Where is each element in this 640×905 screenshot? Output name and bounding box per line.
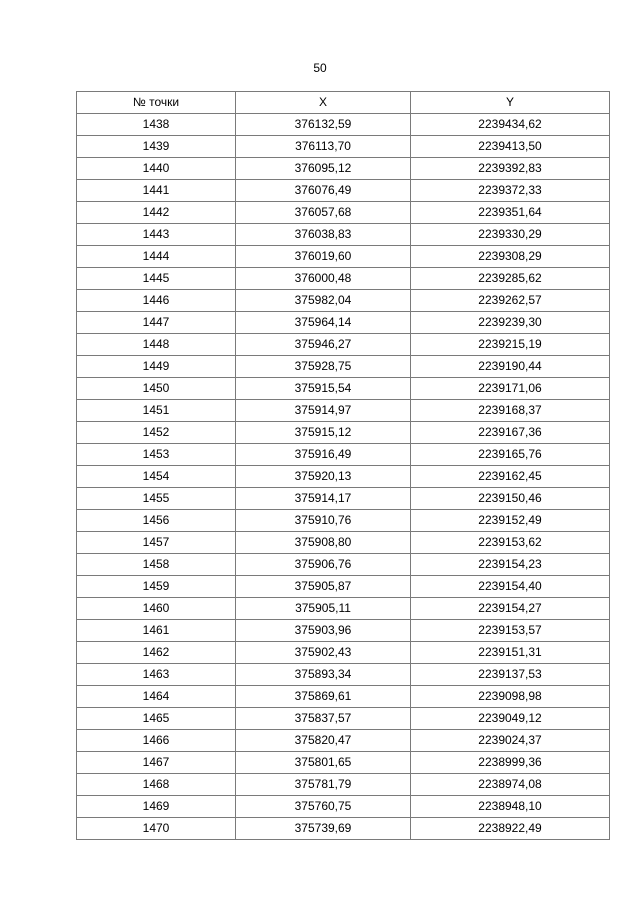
cell-y: 2239049,12 — [411, 708, 610, 730]
cell-x: 375908,80 — [236, 532, 411, 554]
cell-x: 376113,70 — [236, 136, 411, 158]
cell-y: 2238999,36 — [411, 752, 610, 774]
table-row — [77, 400, 610, 422]
cell-point-number: 1463 — [77, 664, 236, 686]
cell-y: 2239167,36 — [411, 422, 610, 444]
cell-point-number: 1452 — [77, 422, 236, 444]
cell-point-number: 1466 — [77, 730, 236, 752]
cell-x: 375946,27 — [236, 334, 411, 356]
table-row — [77, 114, 610, 136]
table-row — [77, 180, 610, 202]
cell-point-number: 1461 — [77, 620, 236, 642]
table-row — [77, 752, 610, 774]
cell-x: 375760,75 — [236, 796, 411, 818]
cell-x: 376076,49 — [236, 180, 411, 202]
cell-x: 376000,48 — [236, 268, 411, 290]
column-header-y: Y — [411, 92, 610, 114]
cell-y: 2239154,27 — [411, 598, 610, 620]
table-body — [77, 114, 610, 840]
cell-y: 2239351,64 — [411, 202, 610, 224]
cell-x: 375781,79 — [236, 774, 411, 796]
cell-point-number: 1467 — [77, 752, 236, 774]
cell-point-number: 1456 — [77, 510, 236, 532]
table-row — [77, 642, 610, 664]
cell-y: 2239162,45 — [411, 466, 610, 488]
table-row — [77, 686, 610, 708]
table-row — [77, 444, 610, 466]
cell-point-number: 1448 — [77, 334, 236, 356]
cell-point-number: 1438 — [77, 114, 236, 136]
cell-y: 2239285,62 — [411, 268, 610, 290]
cell-y: 2239154,23 — [411, 554, 610, 576]
cell-point-number: 1451 — [77, 400, 236, 422]
cell-point-number: 1441 — [77, 180, 236, 202]
cell-point-number: 1469 — [77, 796, 236, 818]
cell-point-number: 1447 — [77, 312, 236, 334]
cell-point-number: 1449 — [77, 356, 236, 378]
cell-y: 2239330,29 — [411, 224, 610, 246]
cell-x: 375820,47 — [236, 730, 411, 752]
cell-y: 2239154,40 — [411, 576, 610, 598]
cell-x: 376057,68 — [236, 202, 411, 224]
cell-point-number: 1465 — [77, 708, 236, 730]
cell-y: 2238922,49 — [411, 818, 610, 840]
cell-x: 376132,59 — [236, 114, 411, 136]
table-row — [77, 158, 610, 180]
cell-y: 2239165,76 — [411, 444, 610, 466]
cell-x: 375905,11 — [236, 598, 411, 620]
table-row — [77, 136, 610, 158]
table-row — [77, 356, 610, 378]
table-row — [77, 312, 610, 334]
cell-y: 2239098,98 — [411, 686, 610, 708]
cell-x: 375915,54 — [236, 378, 411, 400]
cell-x: 375906,76 — [236, 554, 411, 576]
cell-point-number: 1453 — [77, 444, 236, 466]
table-row — [77, 334, 610, 356]
cell-x: 376038,83 — [236, 224, 411, 246]
cell-x: 375964,14 — [236, 312, 411, 334]
cell-y: 2239215,19 — [411, 334, 610, 356]
cell-point-number: 1459 — [77, 576, 236, 598]
table-row — [77, 246, 610, 268]
cell-x: 375869,61 — [236, 686, 411, 708]
cell-x: 375915,12 — [236, 422, 411, 444]
cell-x: 375893,34 — [236, 664, 411, 686]
cell-y: 2239024,37 — [411, 730, 610, 752]
table-header-row — [77, 92, 610, 114]
cell-y: 2239152,49 — [411, 510, 610, 532]
cell-point-number: 1457 — [77, 532, 236, 554]
cell-y: 2239151,31 — [411, 642, 610, 664]
cell-x: 375837,57 — [236, 708, 411, 730]
cell-y: 2239150,46 — [411, 488, 610, 510]
cell-point-number: 1442 — [77, 202, 236, 224]
cell-point-number: 1444 — [77, 246, 236, 268]
table-row — [77, 510, 610, 532]
column-header-point-number: № точки — [77, 92, 236, 114]
cell-x: 375910,76 — [236, 510, 411, 532]
cell-x: 375928,75 — [236, 356, 411, 378]
table-row — [77, 532, 610, 554]
cell-point-number: 1464 — [77, 686, 236, 708]
table-row — [77, 708, 610, 730]
table-row — [77, 818, 610, 840]
column-header-x: X — [236, 92, 411, 114]
cell-point-number: 1454 — [77, 466, 236, 488]
cell-y: 2238948,10 — [411, 796, 610, 818]
cell-point-number: 1440 — [77, 158, 236, 180]
cell-x: 375801,65 — [236, 752, 411, 774]
table-row — [77, 664, 610, 686]
cell-point-number: 1443 — [77, 224, 236, 246]
table-row — [77, 378, 610, 400]
table-row — [77, 554, 610, 576]
cell-y: 2239153,62 — [411, 532, 610, 554]
table-row — [77, 290, 610, 312]
cell-point-number: 1460 — [77, 598, 236, 620]
cell-y: 2239168,37 — [411, 400, 610, 422]
cell-y: 2238974,08 — [411, 774, 610, 796]
cell-y: 2239171,06 — [411, 378, 610, 400]
cell-point-number: 1468 — [77, 774, 236, 796]
table-row — [77, 202, 610, 224]
cell-x: 375982,04 — [236, 290, 411, 312]
cell-x: 375903,96 — [236, 620, 411, 642]
cell-x: 375914,97 — [236, 400, 411, 422]
cell-point-number: 1450 — [77, 378, 236, 400]
cell-y: 2239137,53 — [411, 664, 610, 686]
cell-point-number: 1445 — [77, 268, 236, 290]
table-row — [77, 268, 610, 290]
table-row — [77, 730, 610, 752]
table-row — [77, 620, 610, 642]
cell-x: 375916,49 — [236, 444, 411, 466]
cell-x: 375920,13 — [236, 466, 411, 488]
cell-point-number: 1439 — [77, 136, 236, 158]
coordinates-table — [76, 91, 610, 840]
table-row — [77, 598, 610, 620]
cell-point-number: 1458 — [77, 554, 236, 576]
cell-x: 375914,17 — [236, 488, 411, 510]
cell-x: 376019,60 — [236, 246, 411, 268]
cell-y: 2239308,29 — [411, 246, 610, 268]
cell-y: 2239372,33 — [411, 180, 610, 202]
table-row — [77, 774, 610, 796]
table-row — [77, 796, 610, 818]
table-row — [77, 488, 610, 510]
table-row — [77, 422, 610, 444]
cell-point-number: 1462 — [77, 642, 236, 664]
cell-y: 2239239,30 — [411, 312, 610, 334]
cell-x: 375739,69 — [236, 818, 411, 840]
cell-point-number: 1446 — [77, 290, 236, 312]
page-number: 50 — [313, 61, 327, 75]
cell-y: 2239392,83 — [411, 158, 610, 180]
cell-x: 376095,12 — [236, 158, 411, 180]
table-row — [77, 576, 610, 598]
cell-y: 2239153,57 — [411, 620, 610, 642]
cell-y: 2239262,57 — [411, 290, 610, 312]
cell-point-number: 1470 — [77, 818, 236, 840]
cell-point-number: 1455 — [77, 488, 236, 510]
cell-y: 2239190,44 — [411, 356, 610, 378]
table-row — [77, 466, 610, 488]
cell-x: 375905,87 — [236, 576, 411, 598]
cell-y: 2239434,62 — [411, 114, 610, 136]
table-row — [77, 224, 610, 246]
cell-y: 2239413,50 — [411, 136, 610, 158]
cell-x: 375902,43 — [236, 642, 411, 664]
